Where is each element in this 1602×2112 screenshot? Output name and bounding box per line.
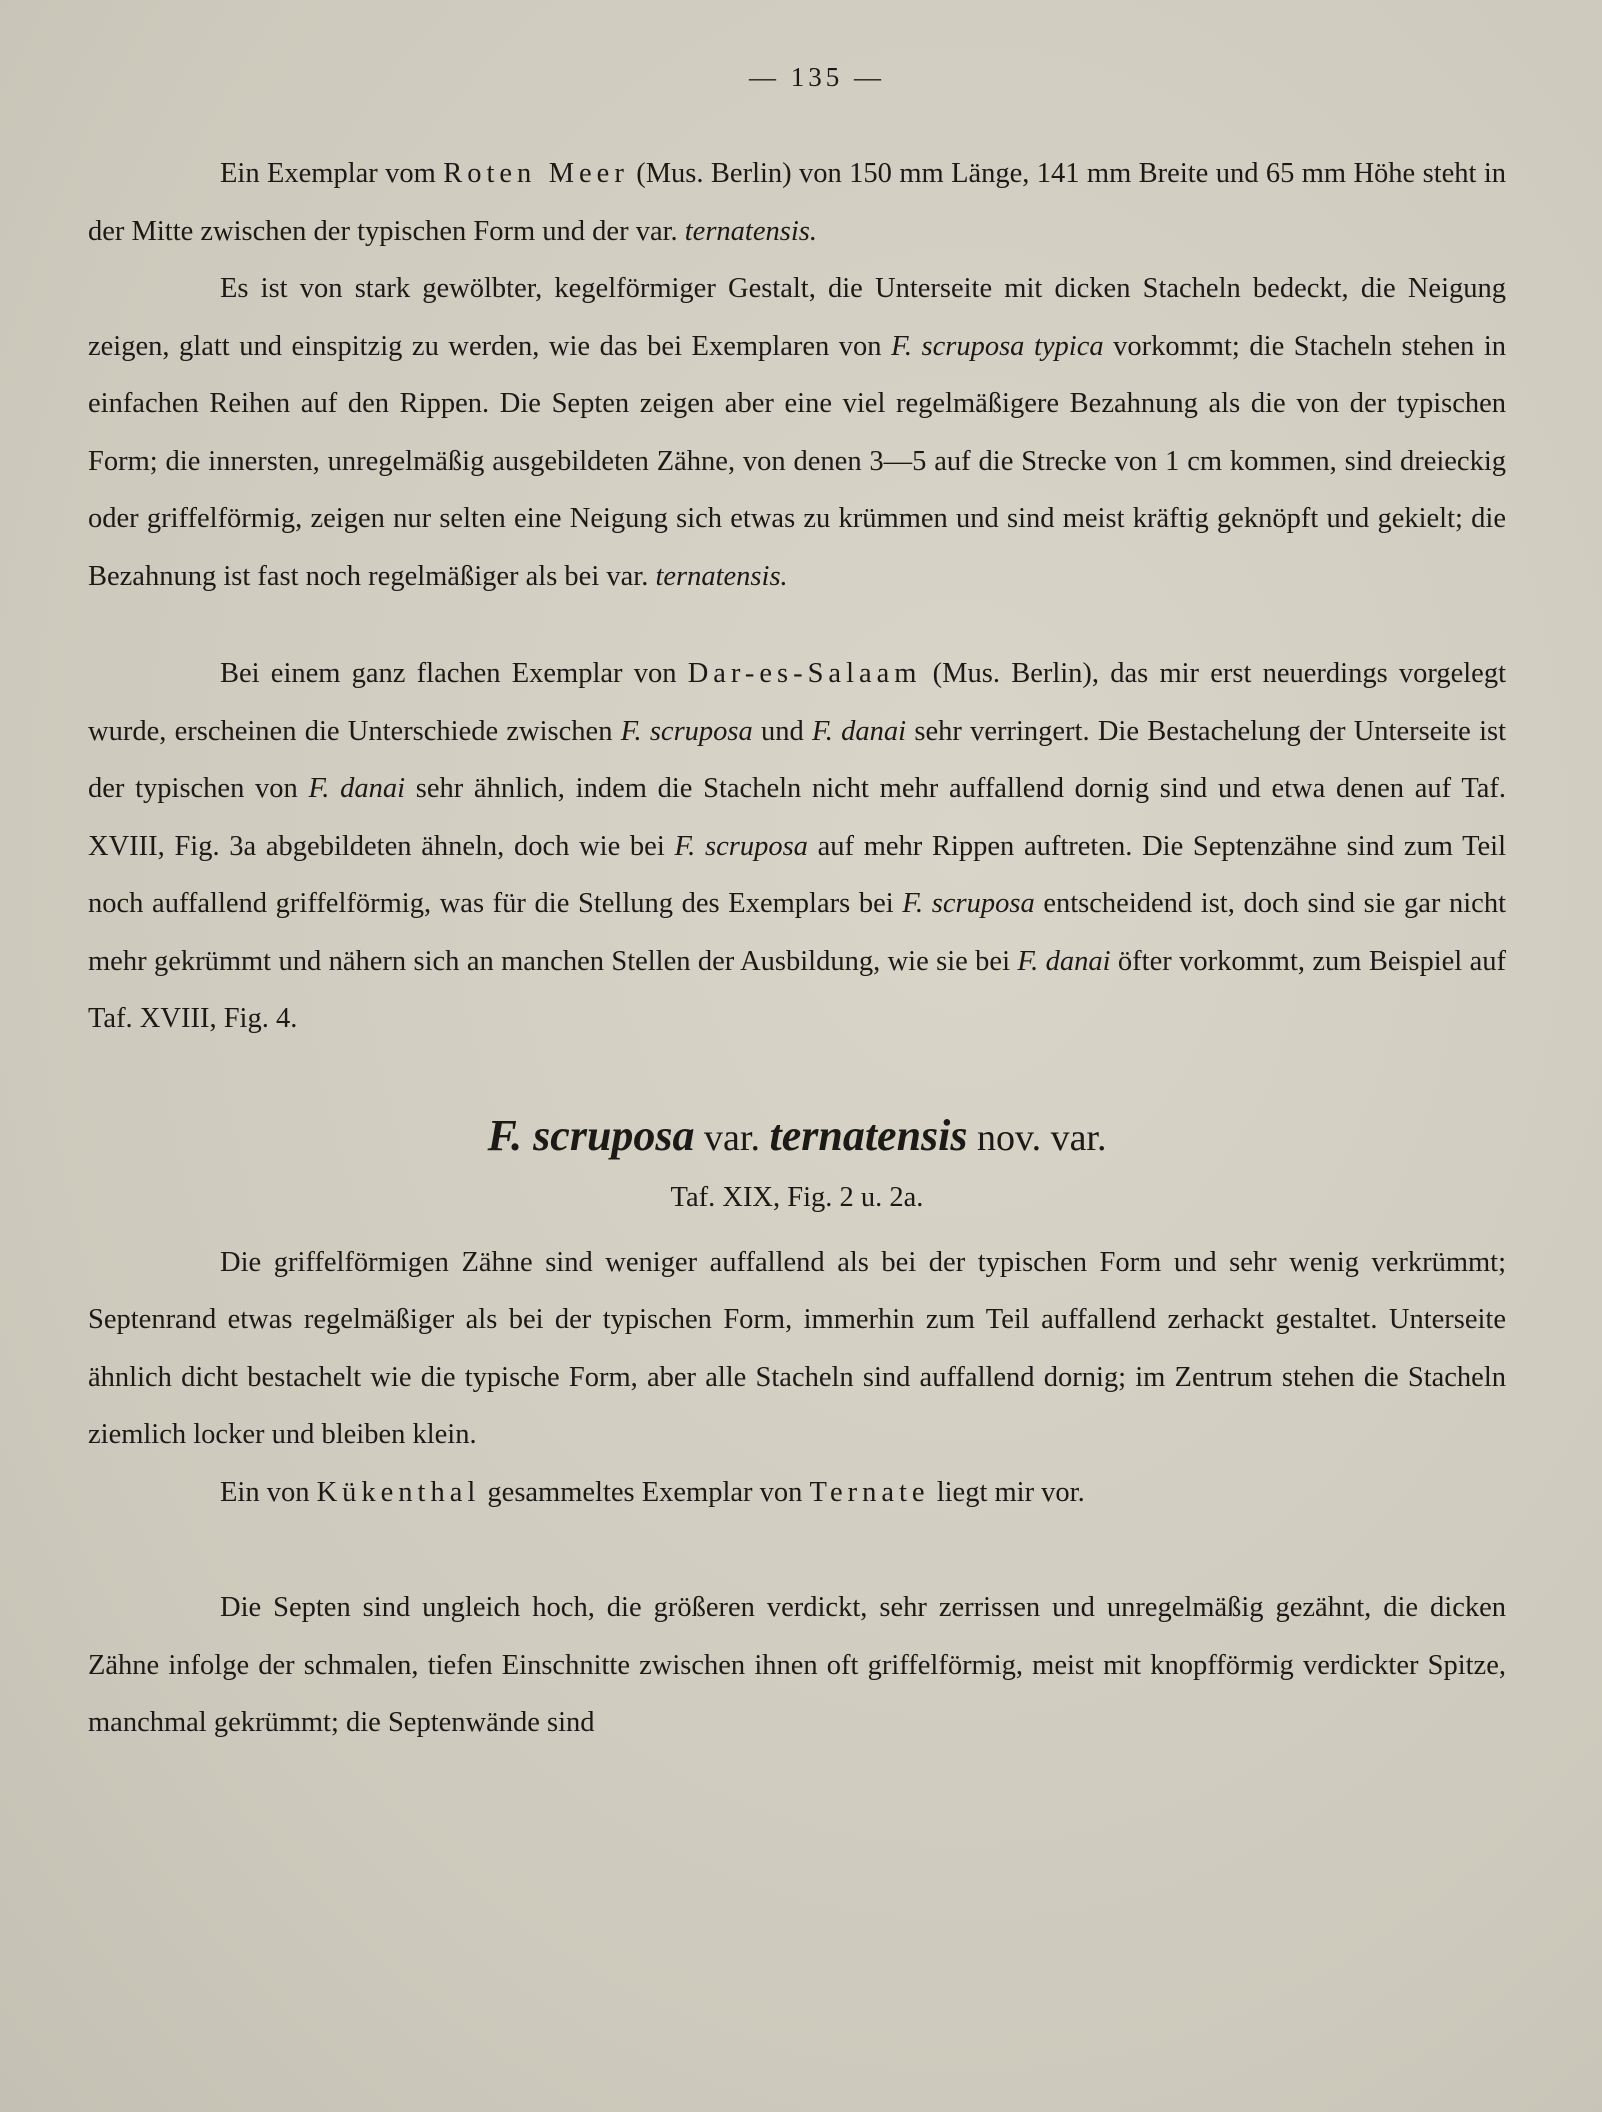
section-heading — [88, 1108, 1506, 1166]
text-run: liegt mir vor. — [929, 1476, 1085, 1508]
text-run: sehr verringert. Die Bestachelung der Unterseite ist der typischen von — [88, 715, 1507, 804]
species-name: F. danai — [812, 715, 907, 747]
species-name: F. scruposa — [674, 830, 808, 862]
text-run: (Mus. Berlin) von 150 mm Länge, 141 mm Breite und 65 mm Höhe steht in der Mitte zwischen der typischen Form und der var. — [88, 158, 1506, 247]
locality-name: Roten Meer — [443, 158, 629, 189]
paragraph-dar-es-salaam-specimen — [88, 645, 1506, 1048]
plate-reference: Taf. XIX, Fig. 2 u. 2a. — [670, 1181, 924, 1213]
collector-name: Kükenthal — [316, 1476, 481, 1508]
text-run: Ein von — [220, 1476, 317, 1508]
text-run: entscheidend ist, doch sind sie gar nicht mehr gekrümmt und nähern sich an manchen Stellen der Ausbildung, wie sie bei — [88, 888, 1506, 977]
paragraph-red-sea-specimen — [88, 145, 1506, 260]
paragraph-variety-description: Die griffelförmigen Zähne sind weniger auffallend als bei der typischen Form und sehr wenig verkrümmt; Septenrand etwas regelmäßiger als bei der typischen Form, immerhin zum Teil auffallend zerhackt gestaltet. Unterseite ähnlich dicht bestachelt wie die typische Form, aber alle Stacheln sind auffallend dornig; im Zentrum stehen die Stacheln ziemlich locker und bleiben klein. — [88, 1246, 1506, 1450]
species-name: ternatensis. — [655, 560, 788, 592]
paragraph-septa-description: Die Septen sind ungleich hoch, die größeren verdickt, sehr zerrissen und unregelmäßig gezähnt, die dicken Zähne infolge der schmalen, tiefen Einschnitte zwischen ihnen oft griffelförmig, meist mit knopfförmig verdickter Spitze, manchmal gekrümmt; die Septenwände sind — [88, 1592, 1506, 1738]
text-run: auf mehr Rippen auftreten. Die Septenzähne sind zum Teil noch auffallend griffelförmig, was für die Stellung des Exemplars bei — [88, 830, 1506, 919]
text-run: und — [752, 715, 813, 747]
text-run: (Mus. Berlin), das mir erst neuerdings vorgelegt wurde, erscheinen die Unterschiede zwischen — [88, 658, 1507, 747]
text-run: öfter vorkommt, zum Beispiel auf Taf. XVIII, Fig. 4. — [88, 945, 1506, 1034]
locality-name: Dar-es-Salaam — [687, 658, 922, 689]
heading-genus-species: F. scruposa — [487, 1110, 695, 1160]
text-run: gesammeltes Exemplar von — [480, 1476, 810, 1508]
species-name: F. scruposa typica — [891, 330, 1104, 362]
text-run: Es ist von stark gewölbter, kegelförmiger Gestalt, die Unterseite mit dicken Stacheln bedeckt, die Neigung zeigen, glatt und einspitzig zu werden, wie das bei Exemplaren von — [88, 273, 1506, 362]
species-name: F. scruposa — [902, 888, 1035, 919]
heading-variety-name: ternatensis — [769, 1110, 968, 1160]
heading-var-word: var. — [704, 1116, 760, 1159]
species-name: F. danai — [1017, 945, 1111, 977]
species-name: ternatensis. — [684, 215, 817, 247]
text-run: Ein Exemplar vom — [220, 158, 444, 189]
species-name: F. scruposa — [620, 715, 753, 747]
text-run: sehr ähnlich, indem die Stacheln nicht mehr auffallend dornig sind und etwa denen auf Taf. XVIII, Fig. 3a abgebildeten ähneln, doch wie bei — [88, 773, 1507, 862]
paragraph-ternate-specimen — [88, 1464, 1506, 1522]
paragraph-shape-description — [88, 260, 1506, 605]
page-number: — 135 — — [749, 62, 885, 92]
heading-suffix: nov. var. — [977, 1116, 1107, 1159]
species-name: F. danai — [308, 773, 406, 804]
text-run: vorkommt; die Stacheln stehen in einfachen Reihen auf den Rippen. Die Septen zeigen aber eine viel regelmäßigere Bezahnung als die von der typischen Form; die innersten, unregelmäßig ausgebildeten Zähne, von denen 3—5 auf die Strecke von 1 cm kommen, sind dreieckig oder griffelförmig, zeigen nur selten eine Neigung sich etwas zu krümmen und sind meist kräftig geknöpft und gekielt; die Bezahnung ist fast noch regelmäßiger als bei var. — [88, 330, 1506, 592]
locality-name: Ternate — [809, 1476, 930, 1508]
text-run: Bei einem ganz flachen Exemplar von — [220, 658, 688, 689]
